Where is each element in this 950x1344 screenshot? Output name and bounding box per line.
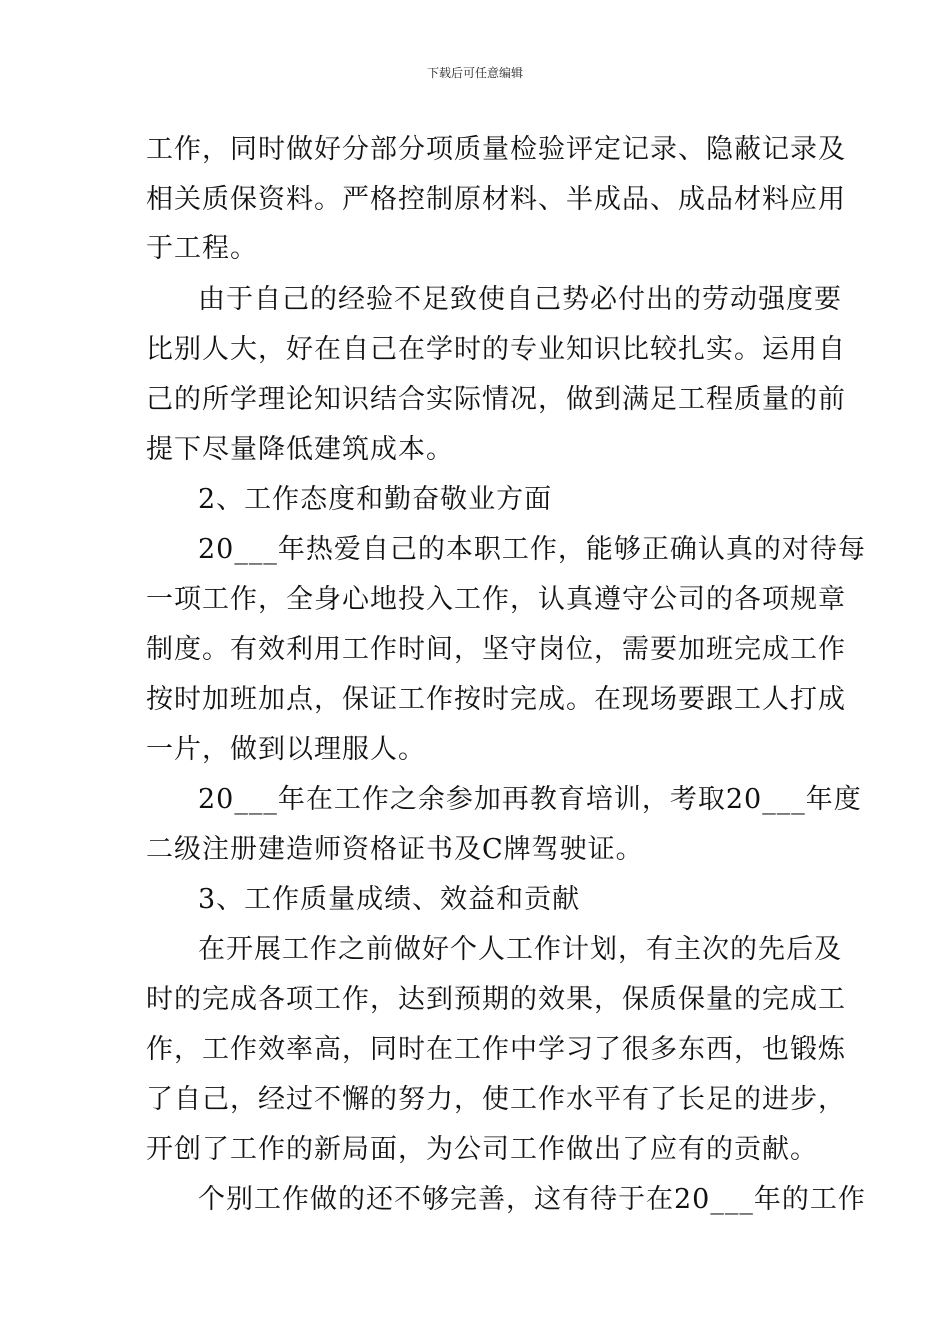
- text-line: 二级注册建造师资格证书及C牌驾驶证。: [146, 834, 644, 865]
- section-heading: 2、工作态度和勤奋敬业方面: [198, 484, 553, 515]
- text-line: 相关质保资料。严格控制原材料、半成品、成品材料应用: [146, 184, 846, 215]
- text-line: 己的所学理论知识结合实际情况，做到满足工程质量的前: [146, 384, 846, 415]
- text-line: 制度。有效利用工作时间，坚守岗位，需要加班完成工作: [146, 634, 846, 665]
- text-line: 按时加班加点，保证工作按时完成。在现场要跟工人打成: [146, 684, 846, 715]
- paragraph-start-line: 20___年热爱自己的本职工作，能够正确认真的对待每: [198, 534, 866, 565]
- text-line: 一项工作，全身心地投入工作，认真遵守公司的各项规章: [146, 584, 846, 615]
- text-line: 提下尽量降低建筑成本。: [146, 434, 454, 465]
- text-line: 一片，做到以理服人。: [146, 734, 426, 765]
- section-heading: 3、工作质量成绩、效益和贡献: [198, 884, 581, 915]
- text-line: 时的完成各项工作，达到预期的效果，保质保量的完成工: [146, 984, 846, 1015]
- text-line: 于工程。: [146, 233, 258, 264]
- text-line: 工作，同时做好分部分项质量检验评定记录、隐蔽记录及: [146, 134, 846, 165]
- paragraph-start-line: 在开展工作之前做好个人工作计划，有主次的先后及: [198, 934, 842, 965]
- text-line: 作，工作效率高，同时在工作中学习了很多东西，也锻炼: [146, 1034, 846, 1065]
- text-line: 了自己，经过不懈的努力，使工作水平有了长足的进步，: [146, 1084, 846, 1115]
- text-line: 开创了工作的新局面，为公司工作做出了应有的贡献。: [146, 1134, 818, 1165]
- text-line: 比别人大，好在自己在学时的专业知识比较扎实。运用自: [146, 334, 846, 365]
- paragraph-start-line: 20___年在工作之余参加再教育培训，考取20___年度: [198, 784, 862, 815]
- paragraph-start-line: 个别工作做的还不够完善，这有待于在20___年的工作: [198, 1184, 866, 1215]
- page-header: 下载后可任意编辑: [426, 66, 523, 80]
- paragraph-start-line: 由于自己的经验不足致使自己势必付出的劳动强度要: [198, 284, 842, 315]
